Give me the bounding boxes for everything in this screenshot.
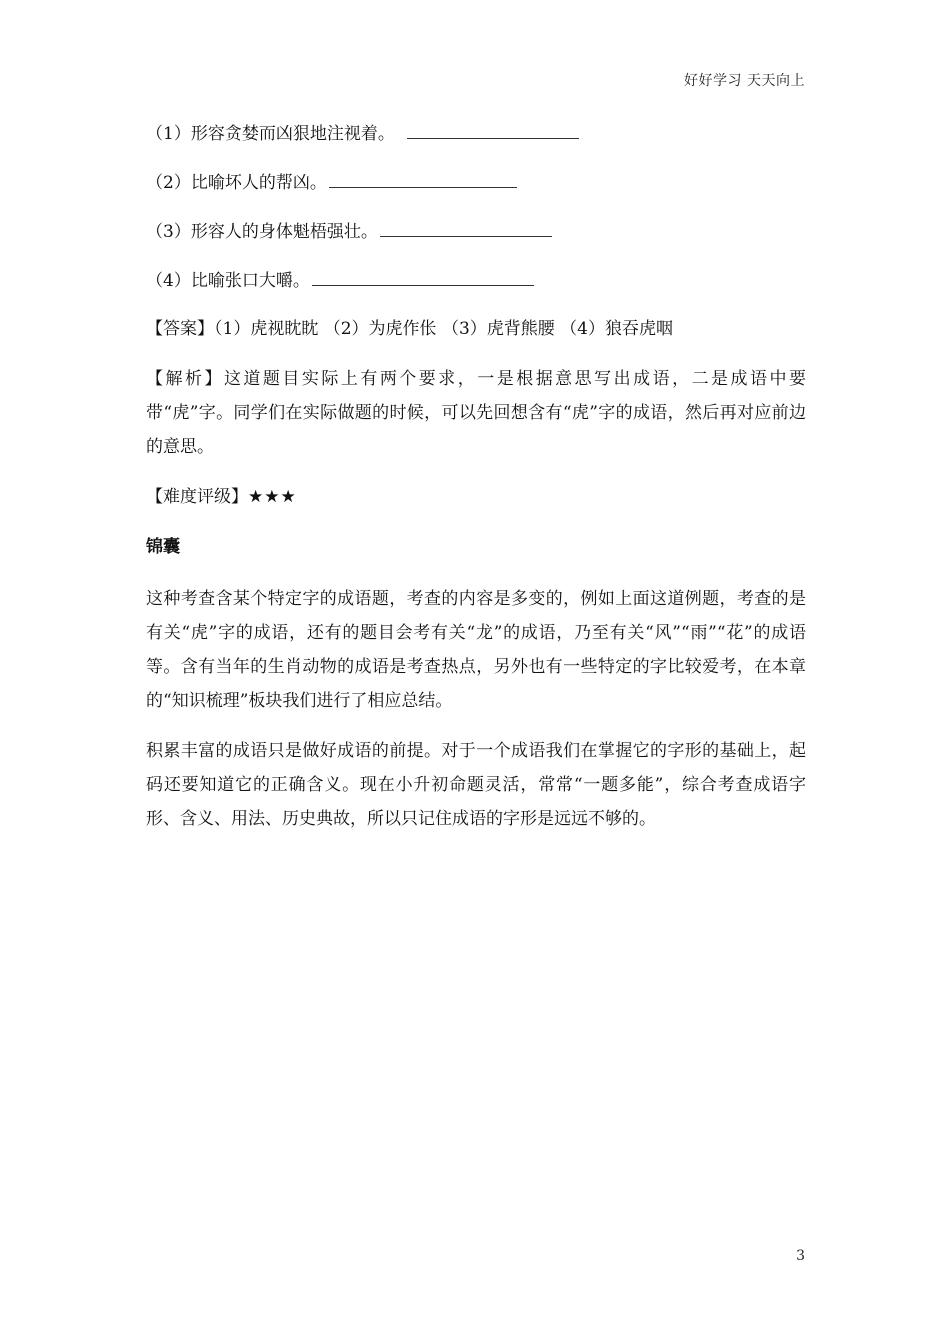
difficulty-rating xyxy=(146,480,806,514)
document-body xyxy=(146,120,806,852)
question-1-text: （1）形容贪婪而凶狠地注视着。 xyxy=(146,124,395,144)
question-2-text: （2）比喻坏人的帮凶。 xyxy=(146,173,327,193)
tips-heading: 锦囊 xyxy=(146,537,180,557)
answer-blank-2 xyxy=(329,169,517,188)
tips-paragraph-1: 这种考查含某个特定字的成语题，考查的内容是多变的，例如上面这道例题，考查的是有关“虎”字的成语，还有的题目会考有关“龙”的成语，乃至有关“风”“雨”“花”的成语等。含有当年的生肖动物的成语是考查热点，另外也有一些特定的字比较爱考，在本章的“知识梳理”板块我们进行了相应总结。 xyxy=(146,589,806,711)
answer-blank-3 xyxy=(380,218,552,237)
page-number: 3 xyxy=(796,1248,805,1264)
question-4-text: （4）比喻张口大嚼。 xyxy=(146,271,310,291)
difficulty-label: 【难度评级】 xyxy=(146,487,248,507)
question-1 xyxy=(146,120,806,147)
analysis-paragraph: 【解析】这道题目实际上有两个要求，一是根据意思写出成语，二是成语中要带“虎”字。同学们在实际做题的时候，可以先回想含有“虎”字的成语，然后再对应前边的意思。 xyxy=(146,369,806,457)
answer-blank-1 xyxy=(407,120,579,139)
answer-blank-4 xyxy=(312,267,534,286)
question-4 xyxy=(146,267,806,294)
question-3 xyxy=(146,218,806,245)
difficulty-stars: ★★★ xyxy=(248,487,297,507)
question-3-text: （3）形容人的身体魁梧强壮。 xyxy=(146,222,378,242)
tips-paragraph-2: 积累丰富的成语只是做好成语的前提。对于一个成语我们在掌握它的字形的基础上，起码还要知道它的正确含义。现在小升初命题灵活，常常“一题多能”，综合考查成语字形、含义、用法、历史典故，所以只记住成语的字形是远远不够的。 xyxy=(146,741,806,829)
answer-line: 【答案】（1）虎视眈眈 （2）为虎作伥 （3）虎背熊腰 （4）狼吞虎咽 xyxy=(146,319,673,339)
header-motto: 好好学习 天天向上 xyxy=(684,73,805,89)
question-2 xyxy=(146,169,806,196)
